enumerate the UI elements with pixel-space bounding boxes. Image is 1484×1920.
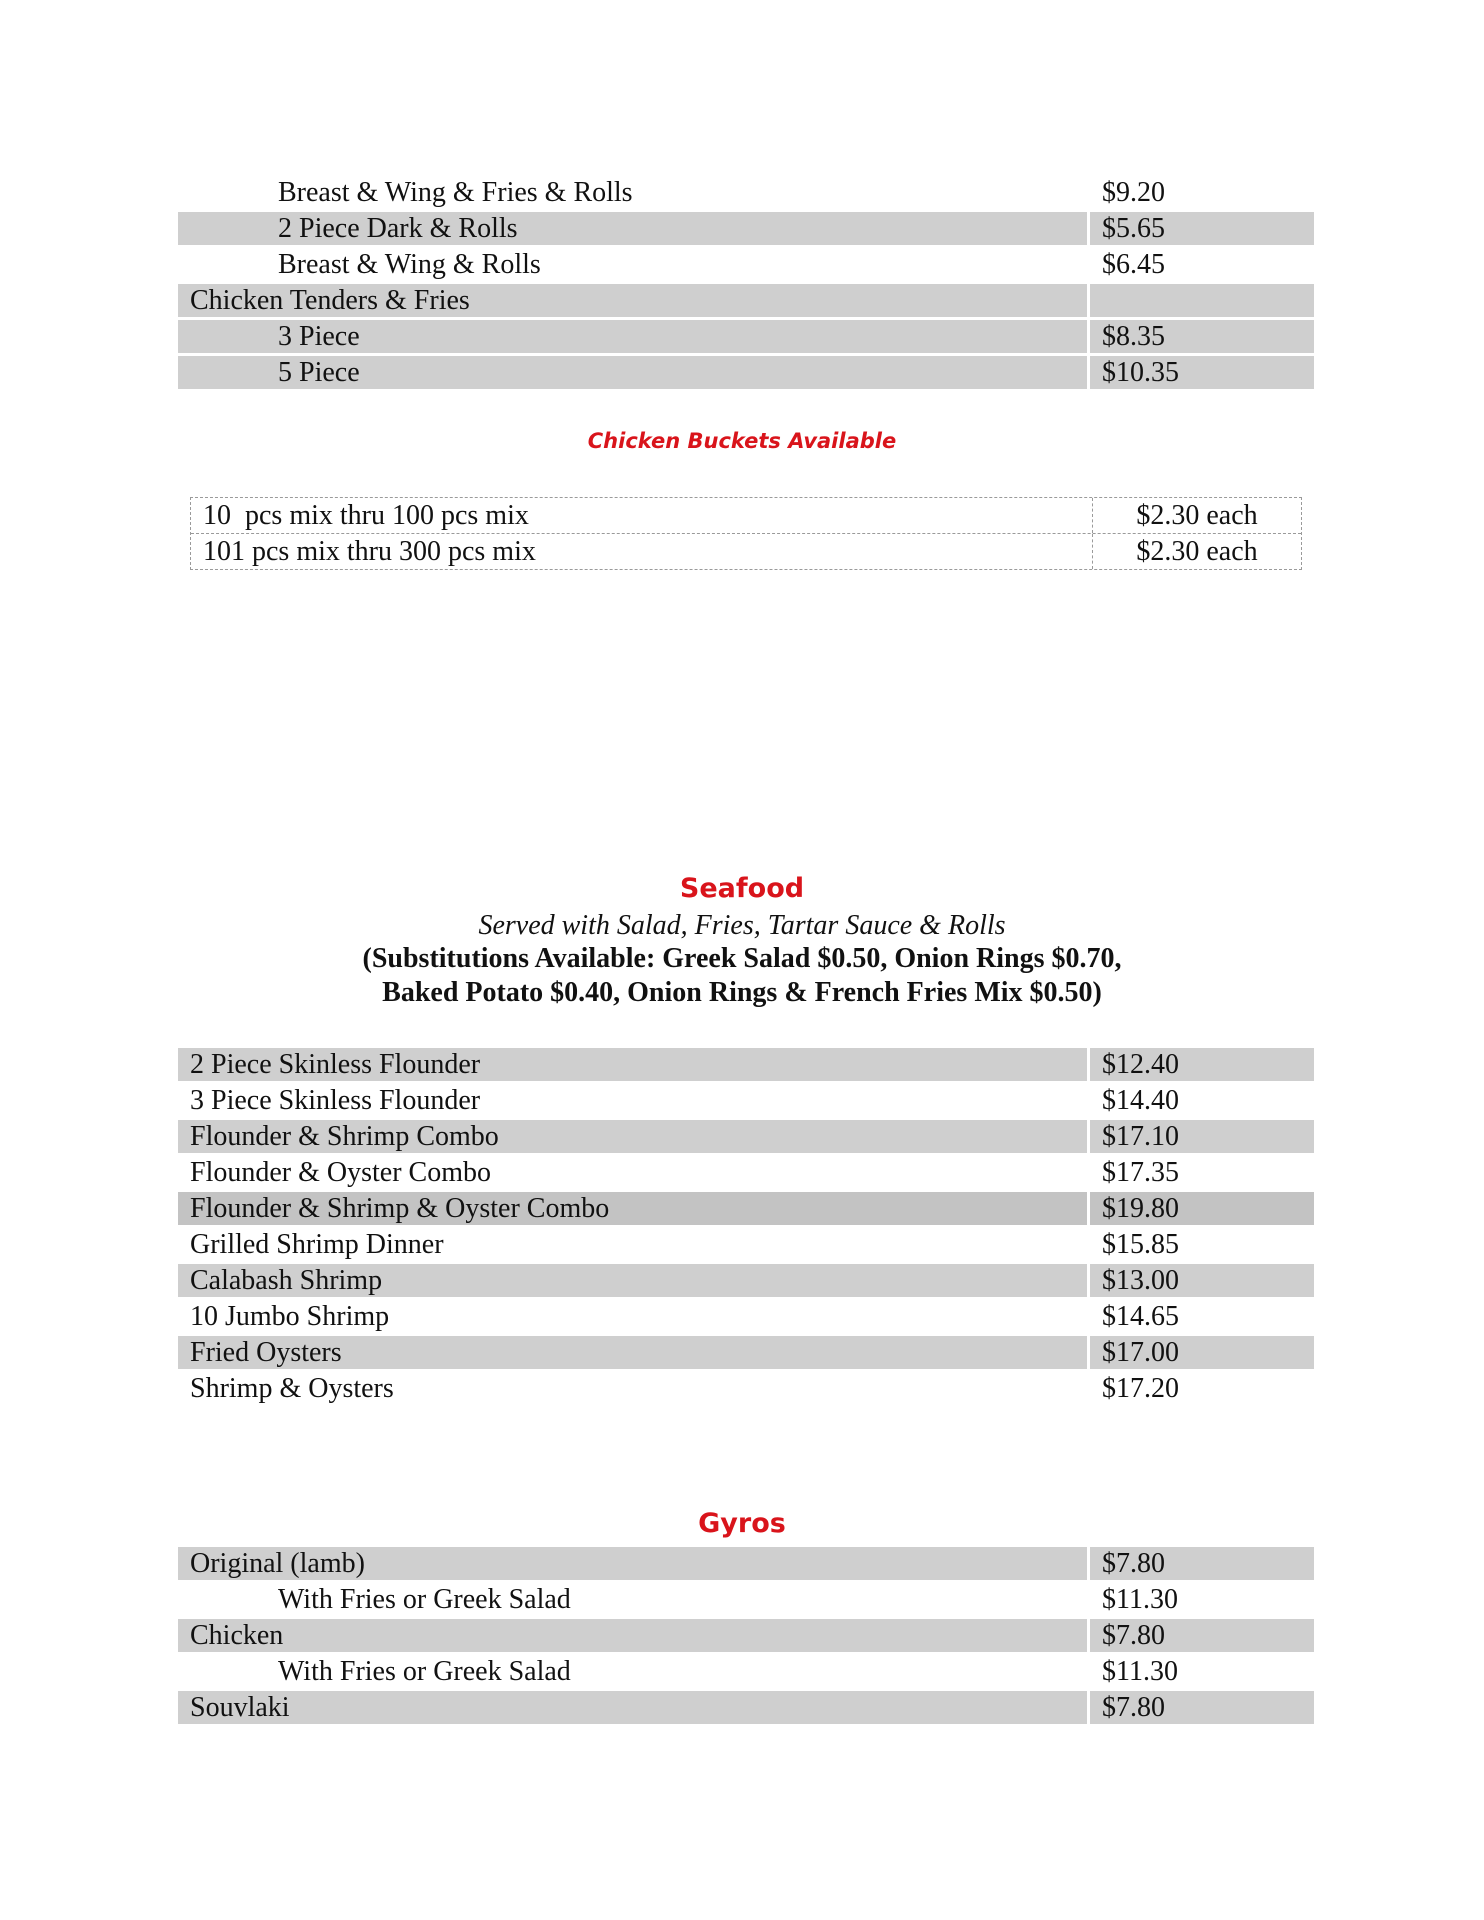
seafood-menu-table <box>178 1048 1314 1408</box>
seafood-heading: Seafood <box>679 873 805 904</box>
item-name: With Fries or Greek Salad <box>278 1656 571 1687</box>
item-price <box>1090 284 1314 317</box>
menu-row <box>178 1192 1314 1225</box>
item-price: $15.85 <box>1102 1229 1179 1260</box>
substitutions-line: Baked Potato $0.40, Onion Rings & French Fries Mix $0.50) <box>382 977 1102 1008</box>
item-price: $12.40 <box>1090 1048 1314 1081</box>
item-name: 3 Piece <box>178 320 1087 353</box>
substitutions-line: (Substitutions Available: Greek Salad $0.50, Onion Rings $0.70, <box>362 943 1122 974</box>
menu-row <box>178 1583 1314 1616</box>
seafood-substitutions <box>0 942 1484 1010</box>
table-row <box>191 533 1301 569</box>
item-price: $17.10 <box>1090 1120 1314 1153</box>
item-name: Fried Oysters <box>178 1336 1087 1369</box>
menu-row <box>178 1300 1314 1333</box>
menu-row <box>178 1655 1314 1688</box>
item-price: $11.30 <box>1102 1584 1178 1615</box>
item-price: $9.20 <box>1102 177 1165 208</box>
item-name: Flounder & Oyster Combo <box>190 1157 491 1188</box>
item-price: $7.80 <box>1090 1691 1314 1724</box>
item-name: 3 Piece Skinless Flounder <box>190 1085 481 1116</box>
item-name: 5 Piece <box>178 356 1087 389</box>
menu-row <box>178 1372 1314 1405</box>
item-name: With Fries or Greek Salad <box>278 1584 571 1615</box>
item-price: $14.65 <box>1102 1301 1179 1332</box>
table-row <box>191 498 1301 533</box>
item-name: Grilled Shrimp Dinner <box>190 1229 444 1260</box>
item-name: Calabash Shrimp <box>178 1264 1087 1297</box>
item-price: $10.35 <box>1090 356 1314 389</box>
menu-row <box>178 1691 1314 1724</box>
menu-row <box>178 176 1314 209</box>
menu-row <box>178 248 1314 281</box>
menu-row <box>178 284 1314 317</box>
item-name: Chicken <box>178 1619 1087 1652</box>
item-price: $14.40 <box>1102 1085 1179 1116</box>
item-price: $5.65 <box>1090 212 1314 245</box>
item-price: $6.45 <box>1102 249 1165 280</box>
item-name: Souvlaki <box>178 1691 1087 1724</box>
menu-row <box>178 212 1314 245</box>
chicken-buckets-note: Chicken Buckets Available <box>587 429 897 453</box>
item-price: $17.20 <box>1102 1373 1179 1404</box>
menu-row <box>178 356 1314 389</box>
gyros-heading: Gyros <box>698 1508 786 1539</box>
menu-row <box>178 1048 1314 1081</box>
item-name: 2 Piece Dark & Rolls <box>178 212 1087 245</box>
item-name: 2 Piece Skinless Flounder <box>178 1048 1087 1081</box>
item-price: $11.30 <box>1102 1656 1178 1687</box>
item-name: Flounder & Shrimp Combo <box>178 1120 1087 1153</box>
menu-row <box>178 1264 1314 1297</box>
item-name: Breast & Wing & Rolls <box>278 249 541 280</box>
bucket-name: 101 pcs mix thru 300 pcs mix <box>191 534 1093 569</box>
bucket-price: $2.30 each <box>1136 536 1258 567</box>
item-name: Shrimp & Oysters <box>190 1373 394 1404</box>
item-name: Original (lamb) <box>178 1547 1087 1580</box>
chicken-menu-table <box>178 176 1314 392</box>
bucket-price: $2.30 each <box>1136 500 1258 531</box>
menu-row <box>178 1547 1314 1580</box>
item-name: 10 Jumbo Shrimp <box>190 1301 390 1332</box>
item-price: $19.80 <box>1090 1192 1314 1225</box>
gyros-menu-table <box>178 1547 1314 1727</box>
item-name: Chicken Tenders & Fries <box>178 284 1087 317</box>
item-price: $13.00 <box>1090 1264 1314 1297</box>
menu-row <box>178 1120 1314 1153</box>
item-name: Breast & Wing & Fries & Rolls <box>278 177 633 208</box>
item-price: $17.00 <box>1090 1336 1314 1369</box>
item-price: $17.35 <box>1102 1157 1179 1188</box>
menu-row <box>178 1084 1314 1117</box>
item-price: $7.80 <box>1090 1619 1314 1652</box>
bucket-name: 10 pcs mix thru 100 pcs mix <box>191 498 1093 533</box>
menu-row <box>178 1619 1314 1652</box>
menu-row <box>178 1336 1314 1369</box>
menu-row <box>178 320 1314 353</box>
item-price: $8.35 <box>1090 320 1314 353</box>
item-price: $7.80 <box>1090 1547 1314 1580</box>
item-name: Flounder & Shrimp & Oyster Combo <box>178 1192 1087 1225</box>
seafood-subtitle: Served with Salad, Fries, Tartar Sauce & Rolls <box>478 910 1006 941</box>
menu-row <box>178 1156 1314 1189</box>
menu-row <box>178 1228 1314 1261</box>
buckets-table <box>190 497 1302 570</box>
